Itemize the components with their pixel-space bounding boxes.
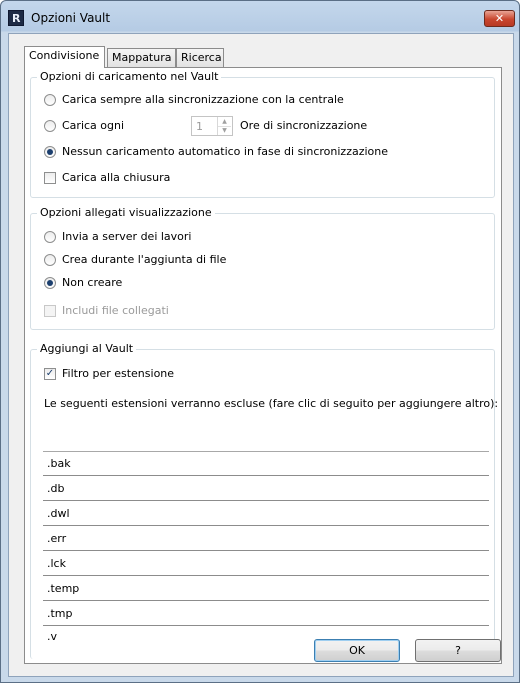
list-item[interactable]: .tmp: [43, 602, 489, 626]
attachment-options-group: [30, 206, 495, 330]
radio-label: Crea durante l'aggiunta di file: [62, 253, 227, 266]
stepper-up-icon[interactable]: ▲: [218, 117, 231, 127]
checkbox[interactable]: [44, 172, 56, 184]
sync-interval-stepper[interactable]: [191, 116, 233, 136]
list-item[interactable]: .bak: [43, 452, 489, 476]
radio-label: Carica ogni: [62, 119, 125, 132]
help-button[interactable]: ?: [415, 639, 501, 662]
radio-label: Non creare: [62, 276, 123, 289]
radio-upload-every[interactable]: [44, 118, 374, 134]
title-bar[interactable]: [1, 1, 521, 33]
window-title: Opzioni Vault: [31, 11, 111, 25]
list-item[interactable]: .db: [43, 477, 489, 501]
stepper-buttons: [217, 117, 232, 135]
upload-options-title: Opzioni di caricamento nel Vault: [37, 70, 221, 83]
radio-button[interactable]: [44, 120, 56, 132]
radio-button[interactable]: [44, 254, 56, 266]
app-icon-letter: R: [12, 12, 21, 25]
list-item[interactable]: .v: [47, 630, 58, 643]
tab-mappatura[interactable]: Mappatura: [107, 48, 176, 67]
checkbox-label: Carica alla chiusura: [62, 171, 171, 184]
add-to-vault-title: Aggiungi al Vault: [37, 342, 136, 355]
upload-options-group: [30, 70, 495, 198]
excluded-extensions-list[interactable]: [43, 451, 489, 643]
sync-interval-unit: Ore di sincronizzazione: [240, 119, 368, 132]
checkbox-label: Filtro per estensione: [62, 367, 175, 380]
dialog-body: [8, 33, 514, 677]
ok-button[interactable]: OK: [314, 639, 400, 662]
list-item[interactable]: .lck: [43, 552, 489, 576]
attachment-options-title: Opzioni allegati visualizzazione: [37, 206, 215, 219]
radio-button[interactable]: [44, 94, 56, 106]
list-item[interactable]: .temp: [43, 577, 489, 601]
list-item[interactable]: .err: [43, 527, 489, 551]
stepper-down-icon[interactable]: ▼: [222, 127, 227, 134]
sync-interval-value: 1: [196, 120, 203, 133]
radio-label: Carica sempre alla sincronizzazione con la centrale: [62, 93, 344, 106]
radio-label: Nessun caricamento automatico in fase di sincronizzazione: [62, 145, 389, 158]
list-item[interactable]: .dwl: [43, 502, 489, 526]
radio-button-selected[interactable]: [44, 277, 56, 289]
tab-ricerca[interactable]: Ricerca: [176, 48, 224, 67]
tab-panel-condivisione: [24, 67, 502, 664]
checkbox-disabled: [44, 305, 56, 317]
tab-condivisione[interactable]: Condivisione: [24, 46, 105, 68]
close-icon[interactable]: ✕: [484, 10, 515, 27]
checkbox-checked[interactable]: ✓: [45, 368, 55, 379]
checkbox-label: Includi file collegati: [62, 304, 169, 317]
excluded-extensions-description: Le seguenti estensioni verranno escluse (fare clic di seguito per aggiungere altro):: [44, 397, 499, 410]
radio-button[interactable]: [44, 231, 56, 243]
radio-label: Invia a server dei lavori: [62, 230, 192, 243]
radio-button-selected[interactable]: [44, 146, 56, 158]
revit-app-icon: [8, 10, 24, 26]
